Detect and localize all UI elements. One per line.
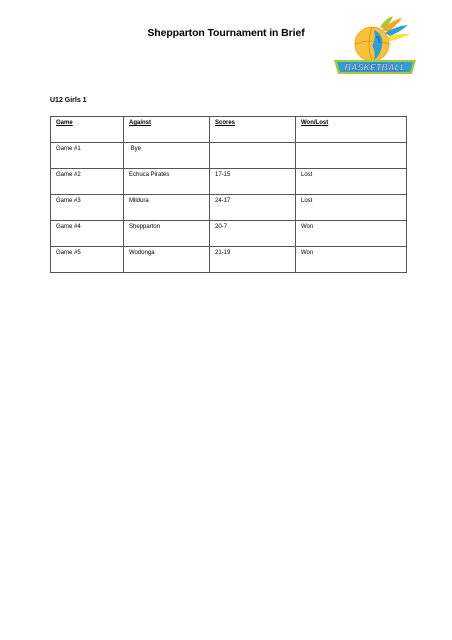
cell-won-lost: Lost — [296, 195, 407, 221]
cell-against: Shepparton — [124, 221, 210, 247]
table-header-row — [51, 117, 407, 143]
section-heading: U12 Girls 1 — [50, 97, 87, 104]
column-header-scores: Scores — [210, 117, 296, 143]
table-row — [51, 143, 407, 169]
column-header-won-lost: Won/Lost — [296, 117, 407, 143]
cell-scores: 20-7 — [210, 221, 296, 247]
cell-game: Game #1 — [51, 143, 124, 169]
table-row — [51, 247, 407, 273]
cell-game: Game #5 — [51, 247, 124, 273]
cell-won-lost: Won — [296, 247, 407, 273]
column-header-against: Against — [124, 117, 210, 143]
cell-scores: 17-15 — [210, 169, 296, 195]
cell-scores — [210, 143, 296, 169]
cell-game: Game #3 — [51, 195, 124, 221]
cell-against: Mildura — [124, 195, 210, 221]
table-row — [51, 195, 407, 221]
basketball-logo — [330, 16, 420, 78]
cell-won-lost: Lost — [296, 169, 407, 195]
results-table — [50, 116, 407, 273]
cell-game: Game #2 — [51, 169, 124, 195]
cell-scores: 21-19 — [210, 247, 296, 273]
page-title: Shepparton Tournament in Brief — [147, 27, 305, 39]
logo-text: BASKETBALL — [344, 62, 406, 73]
cell-won-lost — [296, 143, 407, 169]
cell-against: Bye — [124, 143, 210, 169]
cell-against: Echuca Pirates — [124, 169, 210, 195]
table-row — [51, 169, 407, 195]
cell-won-lost: Won — [296, 221, 407, 247]
cell-scores: 24-17 — [210, 195, 296, 221]
column-header-game: Game — [51, 117, 124, 143]
cell-against: Wodonga — [124, 247, 210, 273]
table-row — [51, 221, 407, 247]
cell-game: Game #4 — [51, 221, 124, 247]
